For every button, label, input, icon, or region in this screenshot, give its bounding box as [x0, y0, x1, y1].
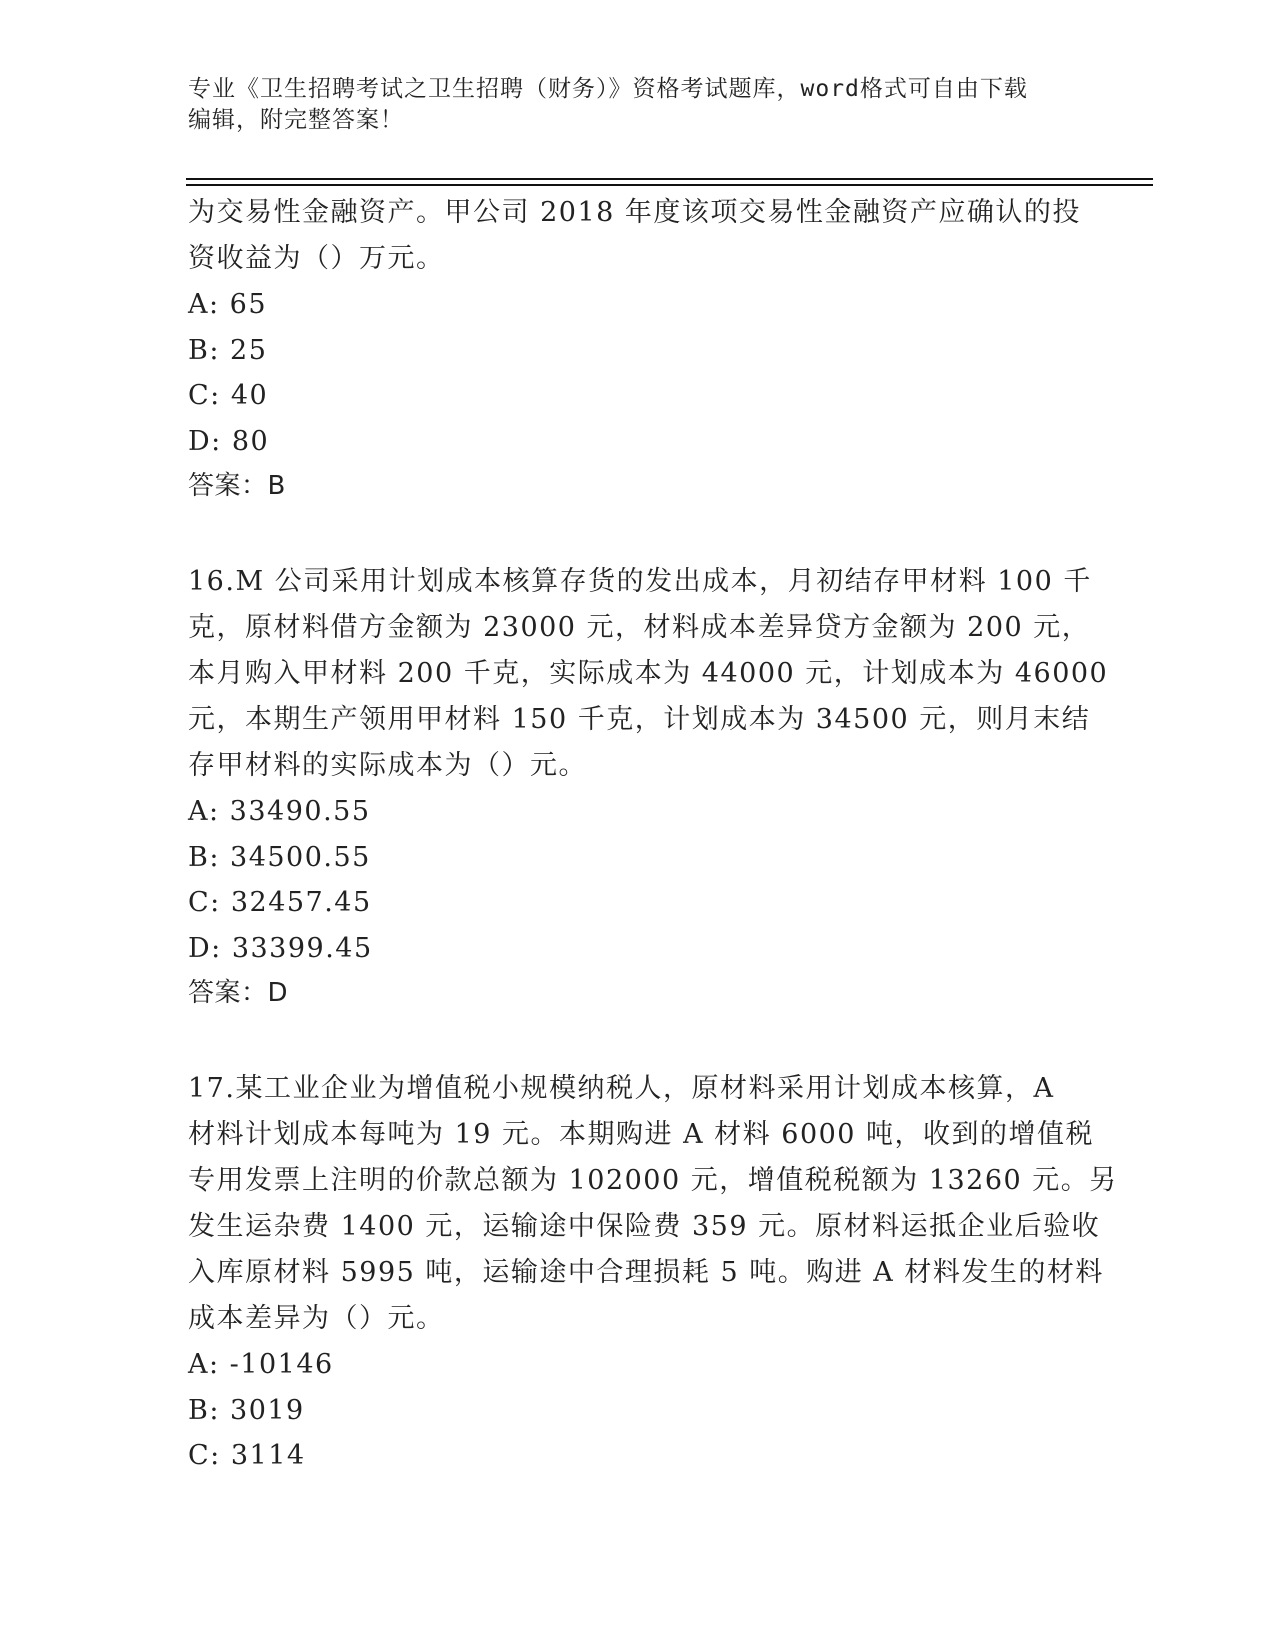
spacer — [188, 508, 1078, 559]
question-16-text — [188, 559, 1109, 789]
header-line-1: 专业《卫生招聘考试之卫生招聘（财务）》资格考试题库，word格式可自由下载 — [188, 76, 1028, 102]
question-line: 本月购入甲材料 200 千克，实际成本为 44000 元，计划成本为 46000 — [188, 658, 1109, 689]
question-line: 16.M 公司采用计划成本核算存货的发出成本，月初结存甲材料 100 千 — [188, 566, 1092, 597]
question-line: 17.某工业企业为增值税小规模纳税人，原材料采用计划成本核算，A — [188, 1073, 1055, 1104]
option-c: C: 40 — [188, 380, 269, 411]
option-c: C: 32457.45 — [188, 887, 372, 918]
option-b: B: 3019 — [188, 1394, 305, 1426]
option-d: D: 33399.45 — [188, 932, 373, 964]
option-c: C: 3114 — [188, 1440, 306, 1471]
question-15 — [188, 190, 1081, 508]
question-line: 入库原材料 5995 吨，运输途中合理损耗 5 吨。购进 A 材料发生的材料 — [188, 1257, 1104, 1288]
option-a: A: 33490.55 — [188, 796, 371, 827]
answer: 答案：B — [188, 471, 286, 501]
question-line: 材料计划成本每吨为 19 元。本期购进 A 材料 6000 吨，收到的增值税 — [188, 1119, 1095, 1150]
question-line: 元，本期生产领用甲材料 150 千克，计划成本为 34500 元，则月末结 — [188, 704, 1091, 735]
header-divider-bottom — [186, 184, 1153, 186]
option-b: B: 34500.55 — [188, 841, 371, 873]
question-17-text — [188, 1066, 1118, 1342]
header-line-2: 编辑，附完整答案！ — [188, 107, 404, 133]
question-17 — [188, 1066, 1118, 1479]
question-16 — [188, 559, 1109, 1015]
question-line: 存甲材料的实际成本为（）元。 — [188, 750, 587, 781]
question-line: 资收益为（）万元。 — [188, 243, 445, 274]
option-d: D: 80 — [188, 425, 270, 457]
question-line: 克，原材料借方金额为 23000 元，材料成本差异贷方金额为 200 元， — [188, 612, 1091, 643]
question-line: 为交易性金融资产。甲公司 2018 年度该项交易性金融资产应确认的投 — [188, 197, 1081, 228]
question-line: 发生运杂费 1400 元，运输途中保险费 359 元。原材料运抵企业后验收 — [188, 1211, 1101, 1242]
question-line: 专用发票上注明的价款总额为 102000 元，增值税税额为 13260 元。另 — [188, 1165, 1118, 1196]
option-b: B: 25 — [188, 334, 268, 366]
option-a: A: 65 — [188, 289, 268, 320]
question-content — [188, 190, 1118, 1479]
header-divider-top — [186, 178, 1153, 180]
question-15-text — [188, 190, 1081, 282]
answer: 答案：D — [188, 978, 289, 1008]
question-line: 成本差异为（）元。 — [188, 1303, 445, 1334]
spacer — [188, 1015, 1078, 1066]
option-a: A: -10146 — [188, 1349, 334, 1380]
document-header — [188, 74, 1088, 136]
